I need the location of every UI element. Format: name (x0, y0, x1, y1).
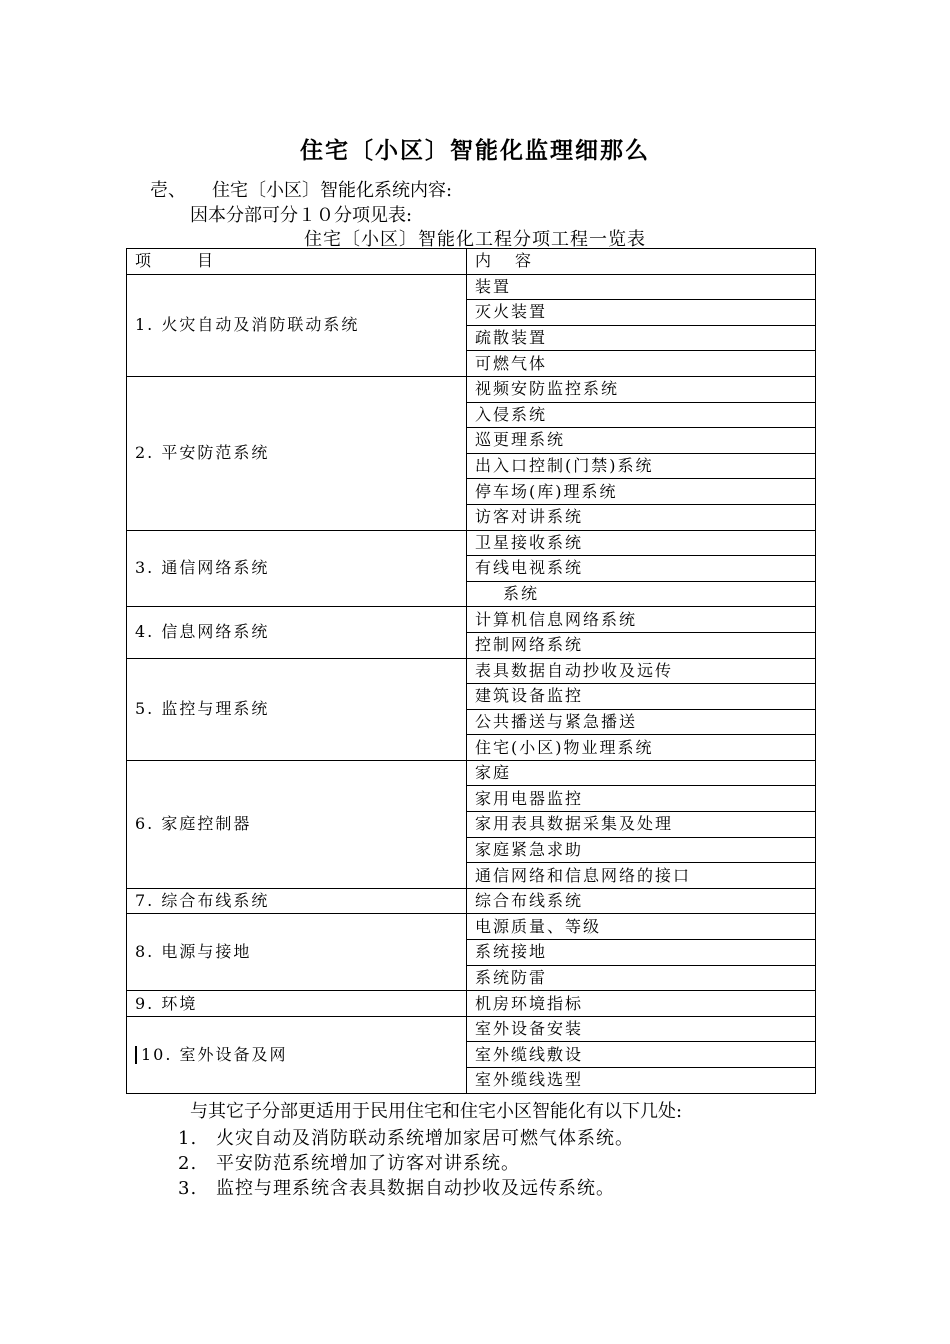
category-label: 9. 环境 (135, 993, 198, 1013)
content-cell: 出入口控制(门禁)系统 (467, 453, 816, 479)
content-cell: 通信网络和信息网络的接口 (467, 863, 816, 889)
content-cell: 卫星接收系统 (467, 530, 816, 556)
document-title: 住宅〔小区〕智能化监理细那么 (300, 138, 650, 164)
header-item: 项 目 (127, 249, 467, 275)
table-row (127, 607, 816, 633)
note-text: 平安防范系统增加了访客对讲系统。 (216, 1153, 520, 1174)
content-cell: 视频安防监控系统 (467, 376, 816, 402)
content-cell: 公共播送与紧急播送 (467, 709, 816, 735)
content-cell: 住宅(小区)物业理系统 (467, 735, 816, 761)
table-row (127, 914, 816, 940)
table-row (127, 1016, 816, 1042)
note-number: 1. (178, 1128, 198, 1149)
category-label: 1. 火灾自动及消防联动系统 (135, 315, 360, 335)
content-cell: 电源质量、等级 (467, 914, 816, 940)
table-row (127, 376, 816, 402)
content-cell: 室外设备安装 (467, 1016, 816, 1042)
content-cell: 计算机信息网络系统 (467, 607, 816, 633)
category-label: 4. 信息网络系统 (135, 622, 270, 642)
content-cell: 疏散装置 (467, 325, 816, 351)
content-cell: 有线电视系统 (467, 556, 816, 582)
category-cell (127, 914, 467, 991)
note-number: 2. (178, 1153, 198, 1174)
category-label: 7. 综合布线系统 (135, 891, 270, 911)
content-cell: 系统防雷 (467, 965, 816, 991)
header-content: 内 容 (467, 249, 816, 275)
section-heading (150, 176, 452, 202)
intro-paragraph: 因本分部可分１０分项见表: (190, 205, 413, 226)
note-text: 监控与理系统含表具数据自动抄收及远传系统。 (216, 1178, 615, 1199)
table-row (127, 888, 816, 914)
category-cell (127, 1016, 467, 1093)
content-cell: 家用电器监控 (467, 786, 816, 812)
category-cell (127, 888, 467, 914)
table-row (127, 760, 816, 786)
table-row (127, 658, 816, 684)
content-cell: 家庭 (467, 760, 816, 786)
category-label: 8. 电源与接地 (135, 942, 252, 962)
note-number: 3. (178, 1178, 198, 1199)
content-cell: 家用表具数据采集及处理 (467, 812, 816, 838)
content-cell: 系统接地 (467, 940, 816, 966)
table-row (127, 274, 816, 300)
section-heading-text: 住宅〔小区〕智能化系统内容: (212, 180, 453, 201)
category-cell (127, 376, 467, 530)
content-cell: 室外缆线选型 (467, 1068, 816, 1094)
note-item (178, 1149, 520, 1175)
category-cell (127, 760, 467, 888)
category-cell (127, 991, 467, 1017)
content-cell: 建筑设备监控 (467, 684, 816, 710)
subitem-overview-table (126, 248, 816, 1094)
category-label: 2. 平安防范系统 (135, 443, 270, 463)
content-cell: 巡更理系统 (467, 428, 816, 454)
category-cell (127, 658, 467, 760)
notes-intro: 与其它子分部更适用于民用住宅和住宅小区智能化有以下几处: (190, 1101, 683, 1122)
content-cell: 停车场(库)理系统 (467, 479, 816, 505)
content-cell: 家庭紧急求助 (467, 837, 816, 863)
category-label: 3. 通信网络系统 (135, 558, 270, 578)
table-row (127, 991, 816, 1017)
category-cell (127, 274, 467, 376)
content-cell: 控制网络系统 (467, 632, 816, 658)
margin-bar-mark (135, 1046, 137, 1064)
content-cell: 机房环境指标 (467, 991, 816, 1017)
category-label: 5. 监控与理系统 (135, 699, 270, 719)
content-cell: 系统 (467, 581, 816, 607)
note-text: 火灾自动及消防联动系统增加家居可燃气体系统。 (216, 1128, 634, 1149)
content-cell: 入侵系统 (467, 402, 816, 428)
table-caption: 住宅〔小区〕智能化工程分项工程一览表 (304, 229, 646, 250)
table-row (127, 530, 816, 556)
content-cell: 室外缆线敷设 (467, 1042, 816, 1068)
table-header-row (127, 249, 816, 275)
section-number: 壱、 (150, 180, 186, 201)
category-cell (127, 530, 467, 607)
content-cell: 访客对讲系统 (467, 504, 816, 530)
category-label: 6. 家庭控制器 (135, 814, 252, 834)
category-label: 10. 室外设备及网 (141, 1044, 288, 1064)
note-item (178, 1174, 615, 1200)
content-cell: 可燃气体 (467, 351, 816, 377)
content-cell: 表具数据自动抄收及远传 (467, 658, 816, 684)
table-body (127, 274, 816, 1093)
content-cell: 灭火装置 (467, 300, 816, 326)
content-cell: 综合布线系统 (467, 888, 816, 914)
content-cell: 装置 (467, 274, 816, 300)
category-cell (127, 607, 467, 658)
note-item (178, 1124, 634, 1150)
